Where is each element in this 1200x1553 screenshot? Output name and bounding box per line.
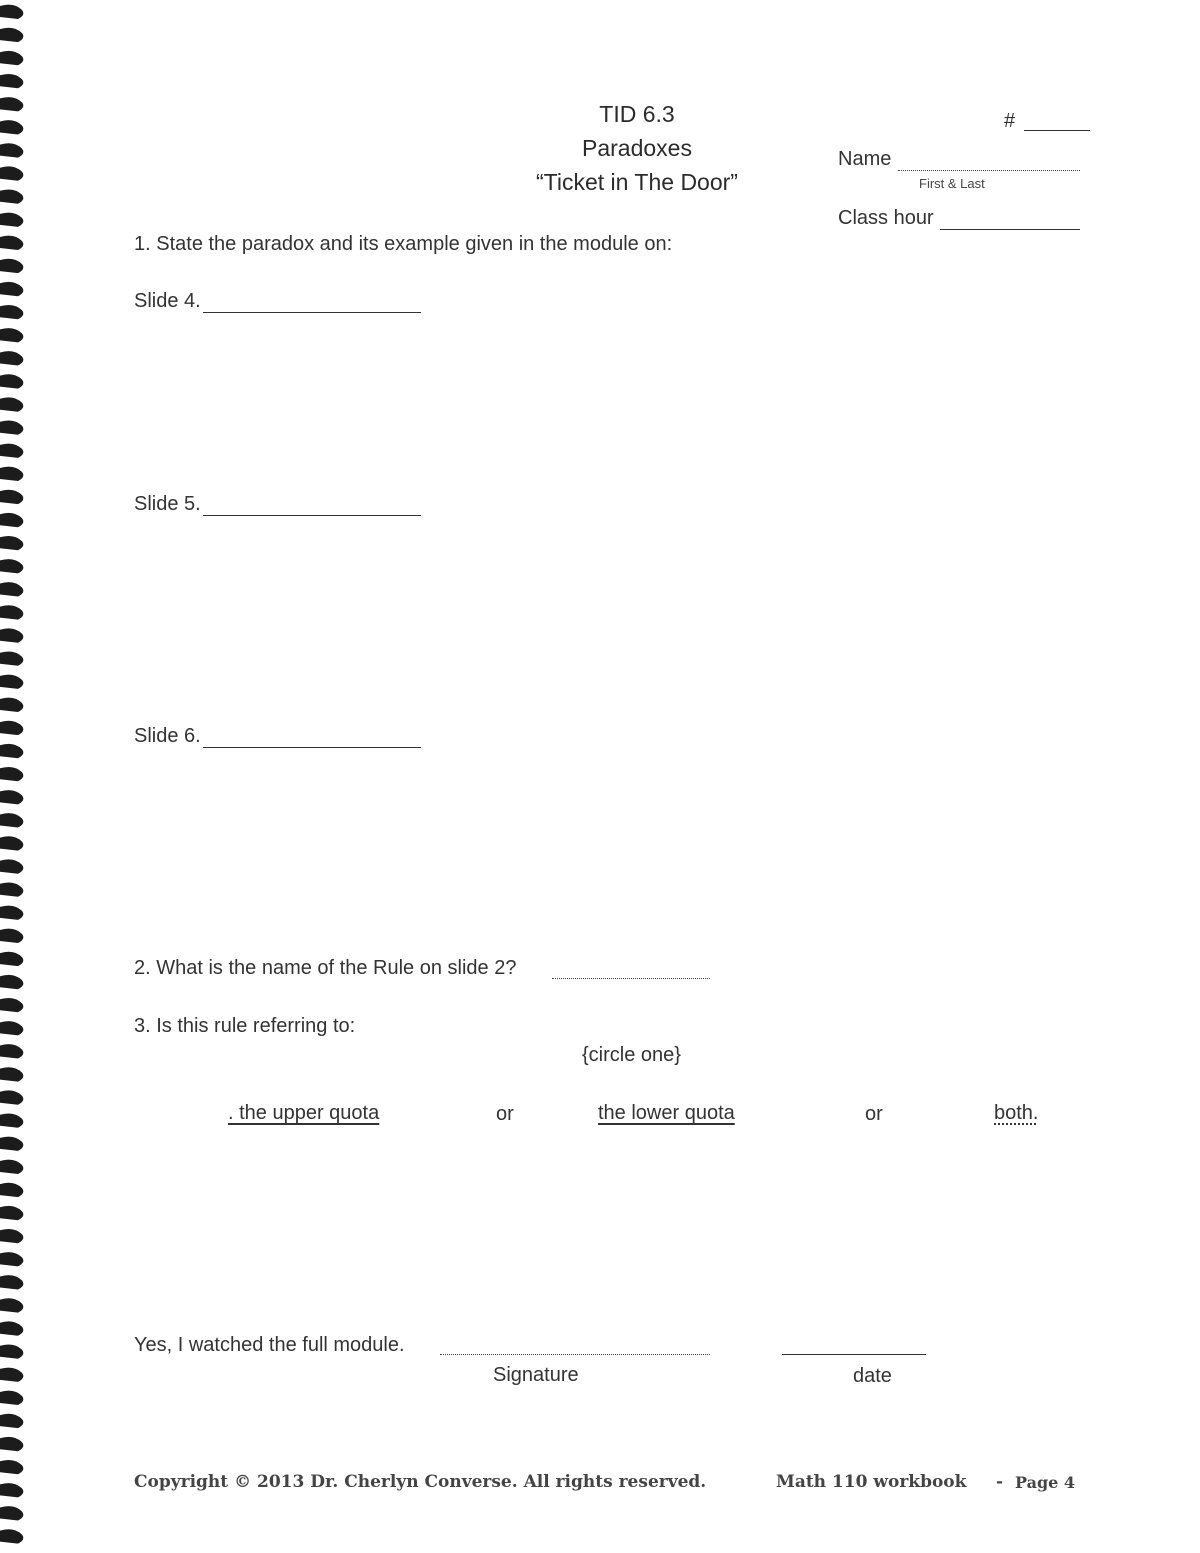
spiral-ring (0, 559, 23, 573)
copyright-notice: Copyright © 2013 Dr. Cherlyn Converse. All rights reserved. (134, 1472, 707, 1492)
spiral-ring (0, 836, 23, 850)
slide-4-label: Slide 4. (134, 290, 201, 312)
worksheet-subtitle: “Ticket in The Door” (536, 169, 738, 195)
spiral-ring (0, 397, 23, 411)
number-field[interactable] (1024, 130, 1090, 131)
spiral-ring (0, 213, 23, 227)
spiral-ring (0, 1021, 23, 1035)
question-3-prompt: 3. Is this rule referring to: (134, 1015, 356, 1037)
spiral-ring (0, 1391, 23, 1405)
spiral-ring (0, 1229, 23, 1243)
class-hour-label: Class hour (838, 207, 934, 229)
worksheet-id: TID 6.3 (599, 101, 675, 127)
spiral-ring (0, 628, 23, 642)
spiral-ring (0, 1044, 23, 1058)
spiral-ring (0, 582, 23, 596)
name-hint: First & Last (919, 176, 985, 191)
spiral-ring (0, 420, 23, 434)
slide-6-label: Slide 6. (134, 725, 201, 747)
spiral-ring (0, 1506, 23, 1520)
slide-4-field[interactable] (203, 312, 421, 313)
spiral-ring (0, 813, 23, 827)
slide-5-label: Slide 5. (134, 493, 201, 515)
spiral-ring (0, 1206, 23, 1220)
spiral-ring (0, 490, 23, 504)
spiral-ring (0, 744, 23, 758)
question-1-prompt: 1. State the paradox and its example given in the module on: (134, 233, 673, 255)
spiral-ring (0, 790, 23, 804)
spiral-ring (0, 859, 23, 873)
spiral-ring (0, 1090, 23, 1104)
spiral-ring (0, 536, 23, 550)
number-label: # (1004, 110, 1016, 132)
spiral-ring (0, 1321, 23, 1335)
option-lower-quota[interactable]: the lower quota (598, 1102, 735, 1124)
footer-separator: - (996, 1472, 1004, 1492)
spiral-ring (0, 929, 23, 943)
page-number: Page 4 (1015, 1473, 1076, 1492)
spiral-ring (0, 767, 23, 781)
spiral-ring (0, 51, 23, 65)
spiral-ring (0, 675, 23, 689)
question-2-field[interactable] (552, 978, 710, 979)
question-2-prompt: 2. What is the name of the Rule on slide 2? (134, 957, 517, 979)
spiral-ring (0, 328, 23, 342)
signature-label: Signature (493, 1364, 579, 1386)
spiral-ring (0, 1113, 23, 1127)
circle-one-hint: {circle one} (582, 1044, 681, 1066)
spiral-ring (0, 998, 23, 1012)
watched-statement: Yes, I watched the full module. (134, 1334, 405, 1356)
spiral-ring (0, 1368, 23, 1382)
spiral-ring (0, 351, 23, 365)
workbook-title: Math 110 workbook (776, 1472, 967, 1492)
spiral-ring (0, 374, 23, 388)
spiral-ring (0, 882, 23, 896)
spiral-ring (0, 189, 23, 203)
spiral-ring (0, 1160, 23, 1174)
spiral-ring (0, 444, 23, 458)
date-field[interactable] (782, 1354, 926, 1355)
spiral-ring (0, 651, 23, 665)
spiral-ring (0, 120, 23, 134)
spiral-ring (0, 1437, 23, 1451)
spiral-ring (0, 236, 23, 250)
spiral-ring (0, 1414, 23, 1428)
spiral-ring (0, 1529, 23, 1543)
spiral-ring (0, 1460, 23, 1474)
name-field[interactable] (898, 170, 1080, 171)
or-separator: or (496, 1103, 514, 1125)
signature-field[interactable] (440, 1354, 710, 1355)
spiral-ring (0, 143, 23, 157)
class-hour-field[interactable] (940, 229, 1080, 230)
option-upper-quota[interactable]: . the upper quota (228, 1102, 380, 1124)
spiral-ring (0, 1137, 23, 1151)
spiral-ring (0, 28, 23, 42)
spiral-ring (0, 259, 23, 273)
spiral-ring (0, 721, 23, 735)
spiral-binding (0, 0, 34, 1553)
spiral-ring (0, 1298, 23, 1312)
spiral-ring (0, 975, 23, 989)
spiral-ring (0, 513, 23, 527)
slide-5-field[interactable] (203, 515, 421, 516)
spiral-ring (0, 467, 23, 481)
spiral-ring (0, 1183, 23, 1197)
slide-6-field[interactable] (203, 747, 421, 748)
spiral-ring (0, 97, 23, 111)
spiral-ring (0, 1252, 23, 1266)
spiral-ring (0, 282, 23, 296)
spiral-ring (0, 305, 23, 319)
spiral-ring (0, 952, 23, 966)
worksheet-topic: Paradoxes (582, 135, 692, 161)
spiral-ring (0, 906, 23, 920)
spiral-ring (0, 1067, 23, 1081)
option-both[interactable]: both. (994, 1102, 1039, 1124)
spiral-ring (0, 1483, 23, 1497)
spiral-ring (0, 5, 23, 19)
date-label: date (853, 1365, 892, 1387)
name-label: Name (838, 148, 892, 170)
spiral-ring (0, 74, 23, 88)
spiral-ring (0, 698, 23, 712)
spiral-ring (0, 605, 23, 619)
or-separator: or (865, 1103, 883, 1125)
spiral-ring (0, 166, 23, 180)
spiral-ring (0, 1275, 23, 1289)
spiral-ring (0, 1344, 23, 1358)
